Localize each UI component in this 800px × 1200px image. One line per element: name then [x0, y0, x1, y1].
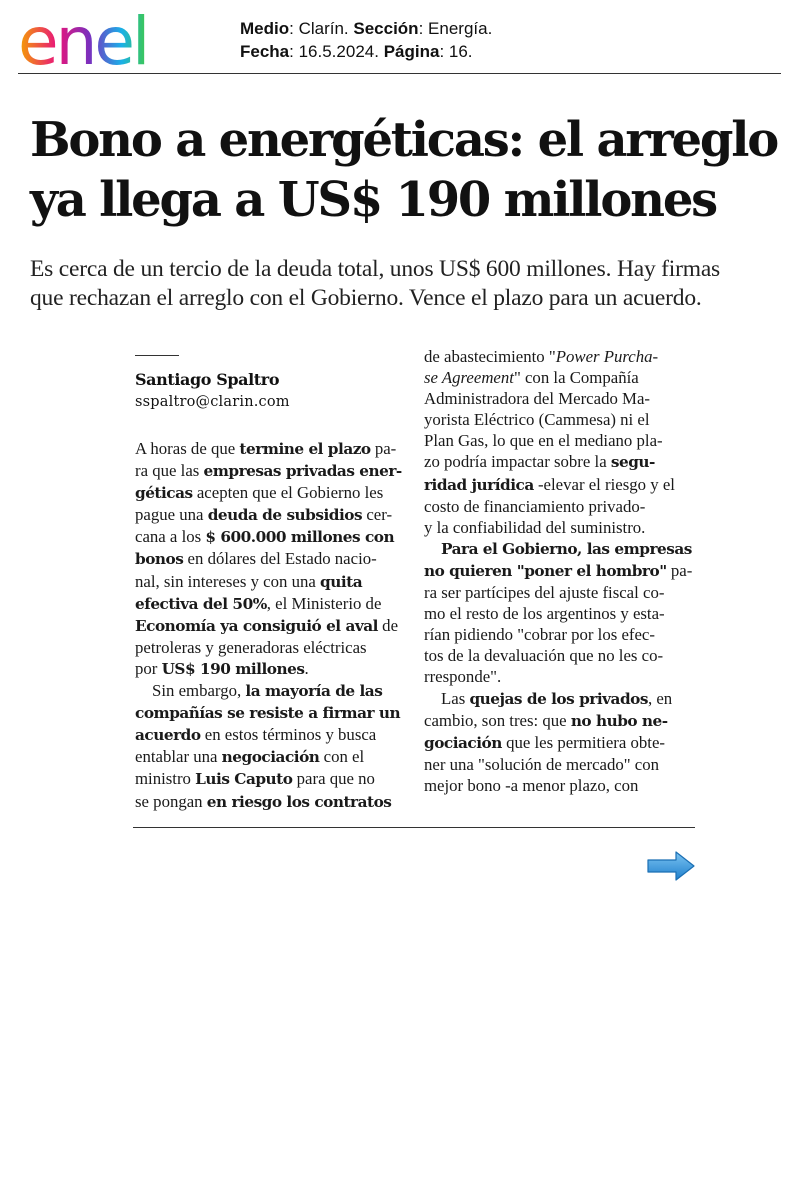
fecha-label: Fecha [240, 42, 290, 61]
body-line: cambio, son tres: que no hubo ne- [424, 710, 668, 730]
body-line: ner una "solución de mercado" con [424, 754, 660, 774]
article-column-2 [424, 346, 694, 796]
next-page-arrow-icon[interactable] [646, 850, 696, 882]
headline-line-1: Bono a energéticas: el arreglo [30, 112, 778, 168]
seccion-value: Energía. [428, 19, 493, 38]
enel-logo [18, 6, 190, 76]
body-line: de abastecimiento "Power Purcha- [424, 347, 659, 366]
body-line: rresponde". [424, 667, 502, 687]
subhead-line-1: Es cerca de un tercio de la deuda total, unos US$ 600 millones. Hay firmas [30, 256, 721, 282]
pagina-value: 16. [448, 42, 473, 61]
body-line: por US$ 190 millones. [135, 658, 309, 678]
body-line: bonos en dólares del Estado nacio- [135, 549, 377, 569]
body-line: mejor bono -a menor plazo, con [424, 775, 639, 795]
body-line: Sin embargo, la mayoría de las [152, 681, 383, 701]
seccion-label: Sección [353, 19, 419, 38]
pagina-label: Página [383, 42, 440, 61]
body-line: Administradora del Mercado Ma- [424, 389, 651, 409]
body-line: rían pidiendo "cobrar por los efec- [424, 625, 655, 645]
body-line: se Agreement" con la Compañía [424, 368, 639, 388]
byline-rule [135, 355, 179, 356]
body-line: gociación que les permitiera obte- [424, 732, 665, 752]
article-column-1 [135, 438, 400, 813]
body-line: efectiva del 50%, el Ministerio de [135, 593, 382, 613]
author-email: sspaltro@clarin.com [135, 394, 290, 410]
body-line: mo el resto de los argentinos y esta- [424, 604, 665, 624]
medio-label: Medio [240, 19, 290, 38]
body-line: zo podría impactar sobre la segu- [424, 452, 655, 472]
body-line: Las quejas de los privados, en [441, 688, 673, 708]
body-line: ra que las empresas privadas ener- [135, 461, 402, 481]
body-line: pague una deuda de subsidios cer- [135, 505, 393, 525]
body-line: costo de financiamiento privado- [424, 496, 646, 516]
subhead-line-2: que rechazan el arreglo con el Gobierno. Vence el plazo para un acuerdo. [30, 285, 702, 311]
enel-logo-text: enel [18, 6, 148, 76]
body-line: Economía ya consiguió el aval de [135, 615, 399, 635]
body-line: no quieren "poner el hombro" pa- [424, 560, 693, 580]
meta-line-2: Fecha: 16.5.2024. Página: 16. [240, 42, 473, 61]
fecha-value: 16.5.2024. [298, 42, 379, 61]
body-line: tos de la devaluación que no les co- [424, 646, 664, 666]
medio-value: Clarín. [298, 19, 349, 38]
body-line: A horas de que termine el plazo pa- [135, 439, 397, 458]
subheadline [30, 255, 790, 313]
body-line: entablar una negociación con el [135, 747, 365, 767]
body-line: Plan Gas, lo que en el mediano pla- [424, 431, 663, 451]
headline [30, 110, 790, 230]
meta-line-1: Medio: Clarín. Sección: Energía. [240, 19, 493, 38]
header-divider [18, 73, 781, 74]
body-line: cana a los $ 600.000 millones con [135, 527, 395, 547]
body-line: ministro Luis Caputo para que no [135, 769, 375, 789]
body-line: nal, sin intereses y con una quita [135, 571, 363, 591]
headline-line-2: ya llega a US$ 190 millones [30, 172, 717, 228]
press-clipping-meta [240, 17, 492, 63]
author-name: Santiago Spaltro [135, 370, 280, 389]
body-line: géticas acepten que el Gobierno les [135, 483, 384, 503]
body-line: Para el Gobierno, las empresas [441, 539, 692, 558]
body-line: y la confiabilidad del suministro. [424, 517, 646, 537]
body-line: se pongan en riesgo los contratos [135, 791, 392, 811]
body-line: ridad jurídica -elevar el riesgo y el [424, 474, 675, 494]
body-line: petroleras y generadoras eléctricas [135, 637, 367, 657]
body-line: yorista Eléctrico (Cammesa) ni el [424, 410, 650, 430]
body-line: acuerdo en estos términos y busca [135, 725, 377, 745]
body-line: ra ser partícipes del ajuste fiscal co- [424, 583, 665, 603]
body-line: compañías se resiste a firmar un [135, 704, 401, 723]
article-bottom-rule [133, 827, 695, 828]
